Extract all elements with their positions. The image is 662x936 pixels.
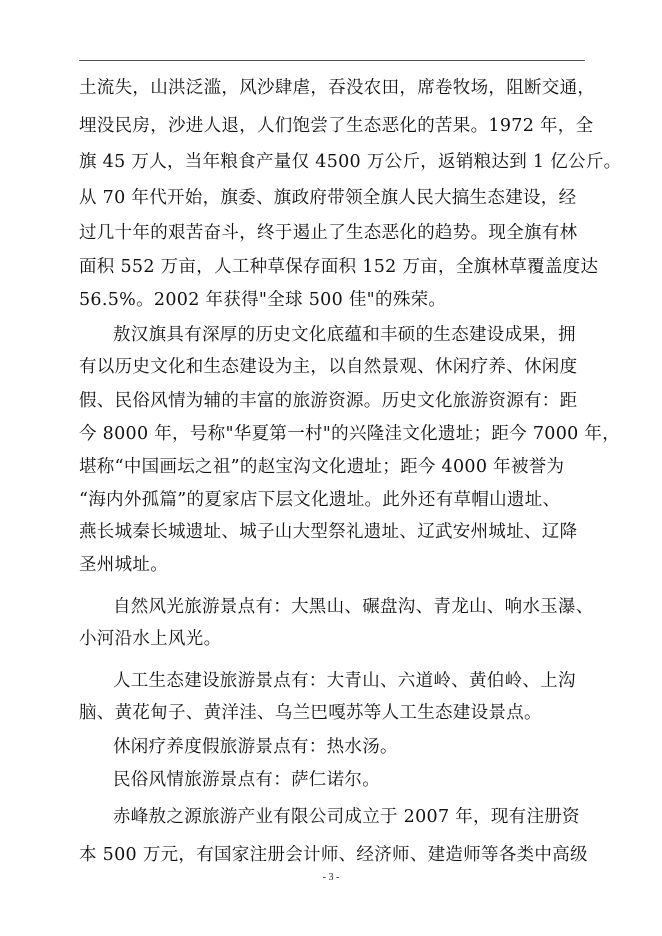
- text-line: 过几十年的艰苦奋斗，终于遏止了生态恶化的趋势。现全旗有林: [79, 223, 578, 243]
- text-line: 脑、黄花甸子、黄洋洼、乌兰巴嘎苏等人工生态建设景点。: [79, 703, 542, 723]
- text-line: 小河沿水上风光。: [79, 629, 222, 649]
- text-line: “海内外孤篇”的夏家店下层文化遗址。此外还有草帽山遗址、: [79, 490, 561, 510]
- text-line: 从 70 年代开始，旗委、旗政府带领全旗人民大搞生态建设，经: [79, 188, 577, 208]
- text-line: 埋没民房，沙进人退，人们饱尝了生态恶化的苦果。1972 年，全: [79, 116, 594, 136]
- text-line: 假、民俗风情为辅的丰富的旅游资源。历史文化旅游资源有：距: [79, 391, 578, 411]
- text-line: 燕长城秦长城遗址、城子山大型祭礼遗址、辽武安州城址、辽降: [79, 522, 578, 542]
- text-line: 有以历史文化和生态建设为主，以自然景观、休闲疗养、休闲度: [79, 357, 578, 377]
- paragraph-start-line: 休闲疗养度假旅游景点有：热水汤。: [113, 737, 398, 757]
- text-line: 圣州城址。: [79, 555, 168, 575]
- text-line: 今 8000 年，号称"华夏第一村"的兴隆洼文化遗址；距今 7000 年，: [79, 424, 621, 444]
- header-rule: [79, 60, 585, 61]
- paragraph-start-line: 民俗风情旅游景点有：萨仁诺尔。: [113, 770, 380, 790]
- text-line: 56.5%。2002 年获得"全球 500 佳"的殊荣。: [79, 290, 447, 310]
- page-number: - 3 -: [322, 872, 340, 883]
- text-line: 面积 552 万亩，人工种草保存面积 152 万亩，全旗林草覆盖度达: [79, 257, 599, 277]
- paragraph-start-line: 赤峰敖之源旅游产业有限公司成立于 2007 年，现有注册资: [113, 807, 580, 827]
- text-line: 堪称“中国画坛之祖”的赵宝沟文化遗址；距今 4000 年被誉为: [79, 457, 565, 477]
- text-line: 土流失，山洪泛滥，风沙肆虐，吞没农田，席卷牧场，阻断交通，: [79, 78, 596, 98]
- paragraph-start-line: 自然风光旅游景点有：大黑山、碾盘沟、青龙山、响水玉瀑、: [113, 597, 594, 617]
- paragraph-start-line: 人工生态建设旅游景点有：大青山、六道岭、黄伯岭、上沟: [113, 671, 576, 691]
- text-line: 本 500 万元，有国家注册会计师、经济师、建造师等各类中高级: [79, 845, 588, 865]
- text-line: 旗 45 万人，当年粮食产量仅 4500 万公斤，返销粮达到 1 亿公斤。: [79, 152, 622, 172]
- paragraph-start-line: 敖汉旗具有深厚的历史文化底蕴和丰硕的生态建设成果，拥: [113, 325, 576, 345]
